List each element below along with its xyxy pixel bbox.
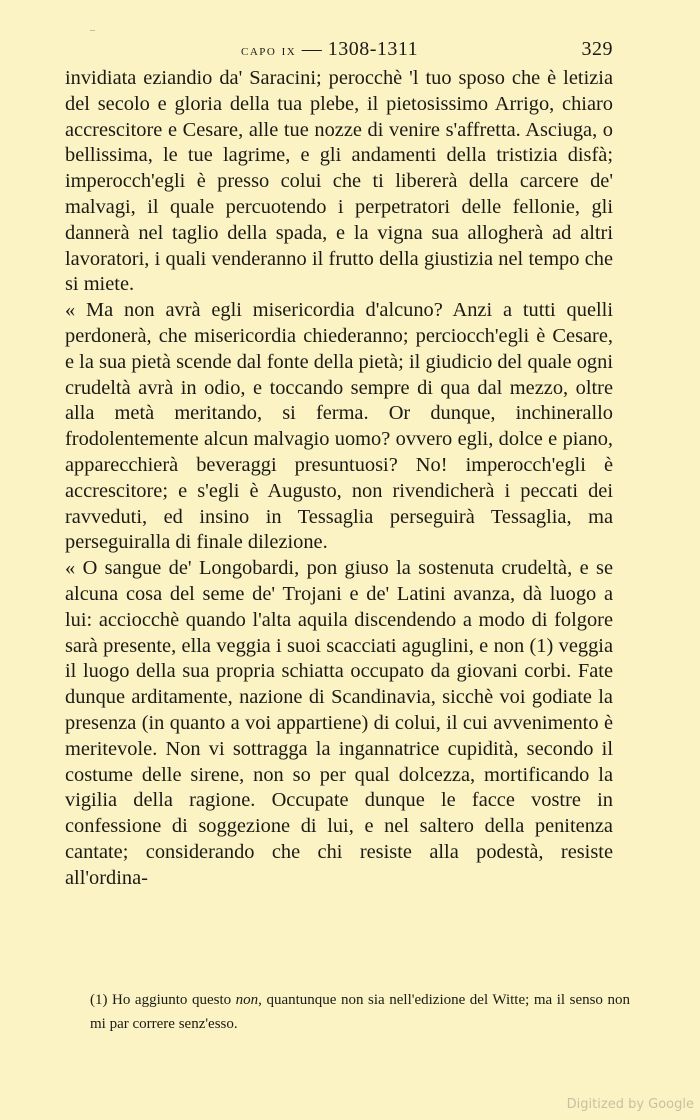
footnote: [90, 988, 630, 1036]
page-header: [65, 36, 613, 66]
footnote-text-end: , quantunque non sia nell'edizione del Witte; ma il senso non mi par correre senz'esso.: [90, 992, 630, 1032]
running-head: [241, 38, 418, 61]
running-head-chapter: capo ix: [241, 43, 297, 59]
footnote-text: [90, 988, 630, 1036]
paragraph-2: « Ma non avrà egli misericordia d'alcuno? Anzi a tutti quelli perdonerà, che misericordia chiederanno; perciocch'egli è Cesare, e la sua pietà scende dal fonte della pietà; il giudicio del quale ogni crudeltà avrà in odio, e toccando sempre di qua dal mezzo, oltre alla metà meritando, si ferma. Or dunque, inchinerallo frodolentemente alcun malvagio uomo? ovvero egli, dolce e piano, apparecchierà beveraggi presuntuosi? No! imperocch'egli è accrescitore; e s'egli è Augusto, non rivendicherà i peccati dei ravveduti, ed insino in Tessaglia perseguirà Tessaglia, ma perseguiralla di finale dilezione.: [65, 298, 613, 556]
paragraph-1: invidiata eziandio da' Saracini; perocchè 'l tuo sposo che è letizia del secolo e gloria della tua plebe, il pietosissimo Arrigo, chiaro accrescitore e Cesare, alle tue nozze di venire s'affretta. Asciuga, o bellissima, le tue lagrime, e gli andamenti della tristizia disfà; imperocch'egli è presso colui che ti libererà della carcere de' malvagi, il quale percuotendo i perpetratori delle fellonie, gli dannerà nel taglio della spada, e la vigna sua allogherà ad altri lavoratori, i quali venderanno il frutto della giustizia nel tempo che si miete.: [65, 67, 613, 296]
footnote-text-start: (1) Ho aggiunto questo: [90, 992, 236, 1008]
page-body: [65, 66, 613, 892]
book-page: [65, 36, 613, 892]
google-watermark: Digitized by Google: [566, 1097, 694, 1112]
footnote-italic-word: non: [235, 992, 259, 1008]
page-speck: [90, 30, 95, 31]
running-head-years: — 1308-1311: [296, 38, 419, 60]
page-number: 329: [581, 38, 613, 60]
paragraph-3: « O sangue de' Longobardi, pon giuso la sostenuta crudeltà, e se alcuna cosa del seme de' Trojani e de' Latini avanza, dà luogo a lui: acciocchè quando l'alta aquila discendendo a modo di folgore sarà presente, ella veggia i suoi scacciati aguglini, e non (1) veggia il luogo della sua propria schiatta occupato da giovani corbi. Fate dunque arditamente, nazione di Scandinavia, sicchè voi godiate la presenza (in quanto a voi appartiene) di colui, il cui avvenimento è meritevole. Non vi sottragga la ingannatrice cupidità, secondo il costume delle sirene, non so per qual dolcezza, mortificando la vigilia della ragione. Occupate dunque le facce vostre in confessione di soggezione di lui, e nel saltero della penitenza cantate; considerando che chi resiste alla podestà, resiste all'ordina-: [65, 556, 613, 891]
